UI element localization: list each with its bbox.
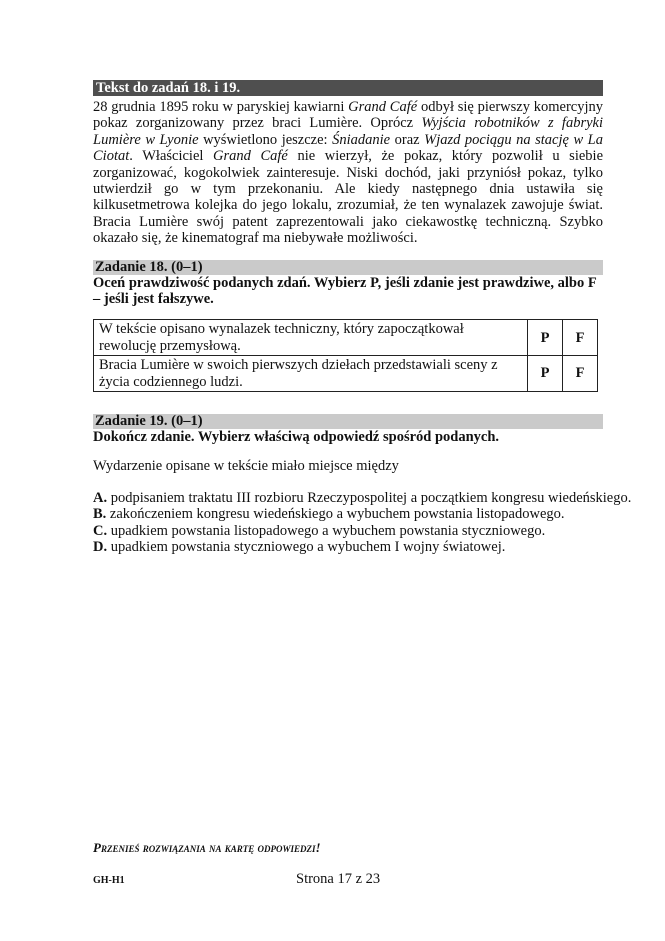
- option-text: upadkiem powstania styczniowego a wybuchem I wojny światowej.: [110, 539, 506, 556]
- option-letter: B.: [93, 506, 107, 523]
- italic-title-segment: Śniadanie: [332, 131, 391, 148]
- option-d[interactable]: [93, 539, 633, 555]
- transfer-answers-note: Przenieś rozwiązania na kartę odpowiedzi!: [93, 840, 321, 855]
- option-text: upadkiem powstania listopadowego a wybuchem powstania styczniowego.: [110, 522, 546, 539]
- statement-1: W tekście opisano wynalazek techniczny, który zapoczątkował rewolucję przemysłową.: [94, 320, 528, 356]
- task-18-title: Zadanie 18. (0–1): [93, 260, 603, 275]
- option-letter: A.: [93, 489, 108, 506]
- table-row: [94, 356, 598, 392]
- option-letter: D.: [93, 539, 108, 556]
- italic-title-segment: Wjazd pociągu na stację w La Ciotat: [93, 131, 603, 165]
- false-option-1[interactable]: F: [563, 320, 598, 356]
- task-19-title: Zadanie 19. (0–1): [93, 414, 603, 429]
- source-text-paragraph: [93, 99, 603, 247]
- task-19-instruction: Dokończ zdanie. Wybierz właściwą odpowiedź spośród podanych.: [93, 429, 500, 446]
- false-option-2[interactable]: F: [563, 356, 598, 392]
- statement-2: Bracia Lumière w swoich pierwszych dziełach przedstawiali sceny z życia codziennego ludzi.: [94, 356, 528, 392]
- answer-options: [93, 490, 633, 556]
- italic-title-segment: Grand Café: [348, 99, 418, 115]
- true-option-1[interactable]: P: [528, 320, 563, 356]
- true-false-table: [93, 319, 598, 392]
- option-letter: C.: [93, 522, 108, 539]
- page-content: [93, 80, 632, 556]
- italic-title-segment: Grand Café: [213, 148, 288, 165]
- italic-title-segment: Wyjścia robotników z fabryki Lumière w Lyonie: [93, 115, 603, 148]
- table-row: [94, 320, 598, 356]
- exam-code: GH-H1: [93, 875, 125, 886]
- option-b[interactable]: [93, 506, 633, 522]
- task-18-instruction: Oceń prawdziwość podanych zdań. Wybierz P, jeśli zdanie jest prawdziwe, albo F – jeśli jest fałszywe.: [93, 274, 597, 308]
- true-option-2[interactable]: P: [528, 356, 563, 392]
- text-header: Tekst do zadań 18. i 19.: [93, 80, 603, 96]
- text-segment: . Właściciel: [129, 148, 214, 165]
- text-segment: wyświetlono jeszcze:: [198, 131, 333, 148]
- page-number: Strona 17 z 23: [296, 871, 381, 887]
- option-c[interactable]: [93, 523, 633, 539]
- text-segment: odbył się pierwszy komercyjny pokaz zorganizowany przez braci Lumière. Oprócz: [93, 99, 603, 132]
- text-segment: 28 grudnia 1895 roku w paryskiej kawiarni: [93, 99, 349, 115]
- option-text: zakończeniem kongresu wiedeńskiego a wybuchem powstania listopadowego.: [109, 506, 565, 523]
- text-segment: nie wierzył, że pokaz, który pozwolił u siebie zorganizować, kogokolwiek zainteresuje. Niski dochód, jaki przyniósł pokaz, tylko utwierdził go w tym przekonaniu. Ale kiedy następnego dnia ustawiła się kilkusetmetrowa kolejka do jego lokalu, zrozumiał, że ten wynalazek zawojuje świat. Bracia Lumière swój patent zaprezentowali jako ciekawostkę techniczną. Szybko okazało się, że kinematograf ma niebywałe możliwości.: [93, 148, 604, 247]
- option-text: podpisaniem traktatu III rozbioru Rzeczypospolitej a początkiem kongresu wiedeńskiego.: [110, 489, 632, 506]
- task-19-stem: Wydarzenie opisane w tekście miało miejsce między: [93, 457, 399, 474]
- option-a[interactable]: [93, 490, 633, 506]
- text-segment: oraz: [390, 131, 425, 148]
